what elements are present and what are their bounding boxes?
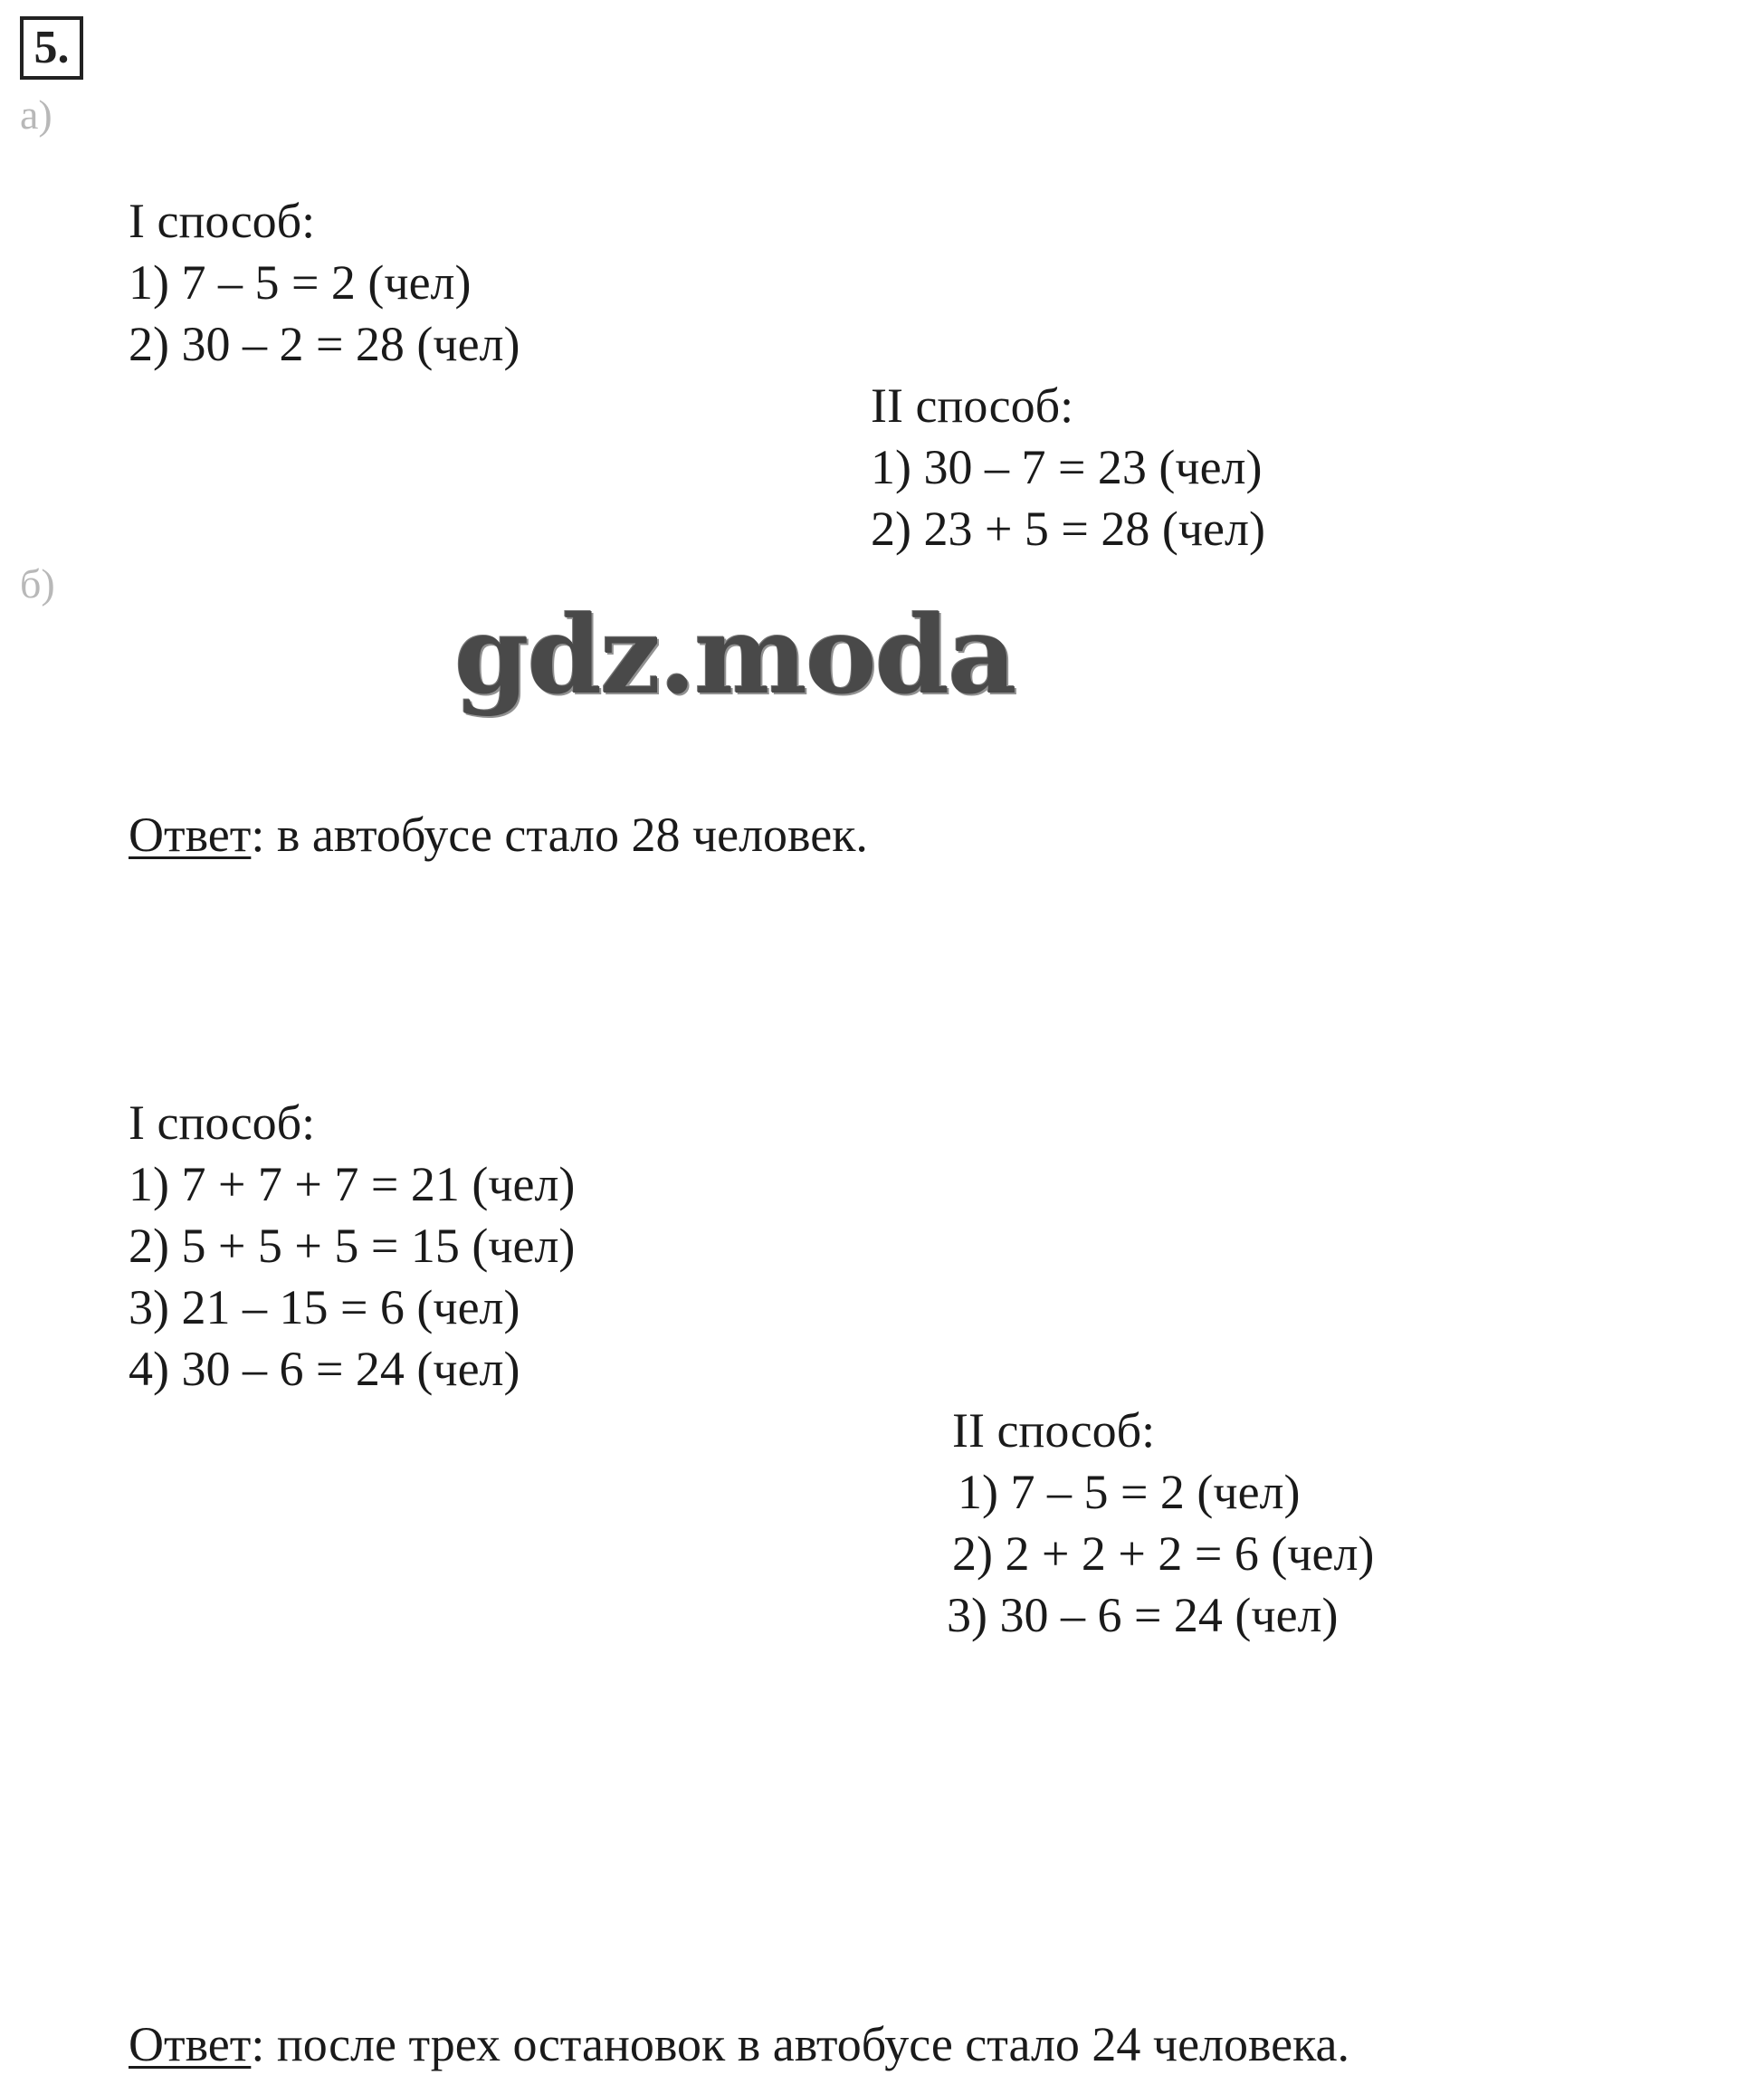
part-a-method-1-step-1: 1) 7 – 5 = 2 (чел) xyxy=(129,255,472,310)
part-b-method-1-title: I способ: xyxy=(129,1095,316,1150)
part-b-method-2 xyxy=(947,1400,1764,1646)
part-a-label: а) xyxy=(20,91,52,138)
part-a-method-2-step-2: 2) 23 + 5 = 28 (чел) xyxy=(871,502,1265,556)
part-b-answer xyxy=(129,2013,1764,2075)
part-b-method-2-title: II способ: xyxy=(952,1403,1156,1458)
part-a-method-1 xyxy=(129,190,1764,375)
part-b-answer-label: Ответ xyxy=(129,2017,252,2071)
part-b-method-1-step-1: 1) 7 + 7 + 7 = 21 (чел) xyxy=(129,1157,576,1211)
part-a-method-2 xyxy=(871,375,1764,559)
part-b-method-1-step-4: 4) 30 – 6 = 24 (чел) xyxy=(129,1342,520,1396)
part-b-method-1-step-2: 2) 5 + 5 + 5 = 15 (чел) xyxy=(129,1219,576,1273)
watermark-logo: gdz.moda xyxy=(454,592,1015,718)
part-a-method-2-title: II способ: xyxy=(871,378,1074,433)
part-a-method-1-title: I способ: xyxy=(129,194,316,248)
part-a-method-2-step-1: 1) 30 – 7 = 23 (чел) xyxy=(871,440,1263,494)
part-a-answer xyxy=(129,804,1764,865)
part-b-label: б) xyxy=(20,560,55,607)
part-b-answer-text: : после трех остановок в автобусе стало 24 человека. xyxy=(251,2017,1350,2071)
part-b-method-2-step-1: 1) 7 – 5 = 2 (чел) xyxy=(958,1465,1301,1519)
part-b-method-1-step-3: 3) 21 – 15 = 6 (чел) xyxy=(129,1280,520,1334)
part-b-method-1 xyxy=(129,1092,1764,1400)
part-b-method-2-step-3: 3) 30 – 6 = 24 (чел) xyxy=(947,1588,1339,1642)
part-a-answer-label: Ответ xyxy=(129,808,252,862)
task-number-box: 5. xyxy=(20,16,83,80)
part-a-answer-text: : в автобусе стало 28 человек. xyxy=(251,808,868,862)
part-b-method-2-step-2: 2) 2 + 2 + 2 = 6 (чел) xyxy=(952,1526,1375,1581)
part-a-method-1-step-2: 2) 30 – 2 = 28 (чел) xyxy=(129,317,520,371)
